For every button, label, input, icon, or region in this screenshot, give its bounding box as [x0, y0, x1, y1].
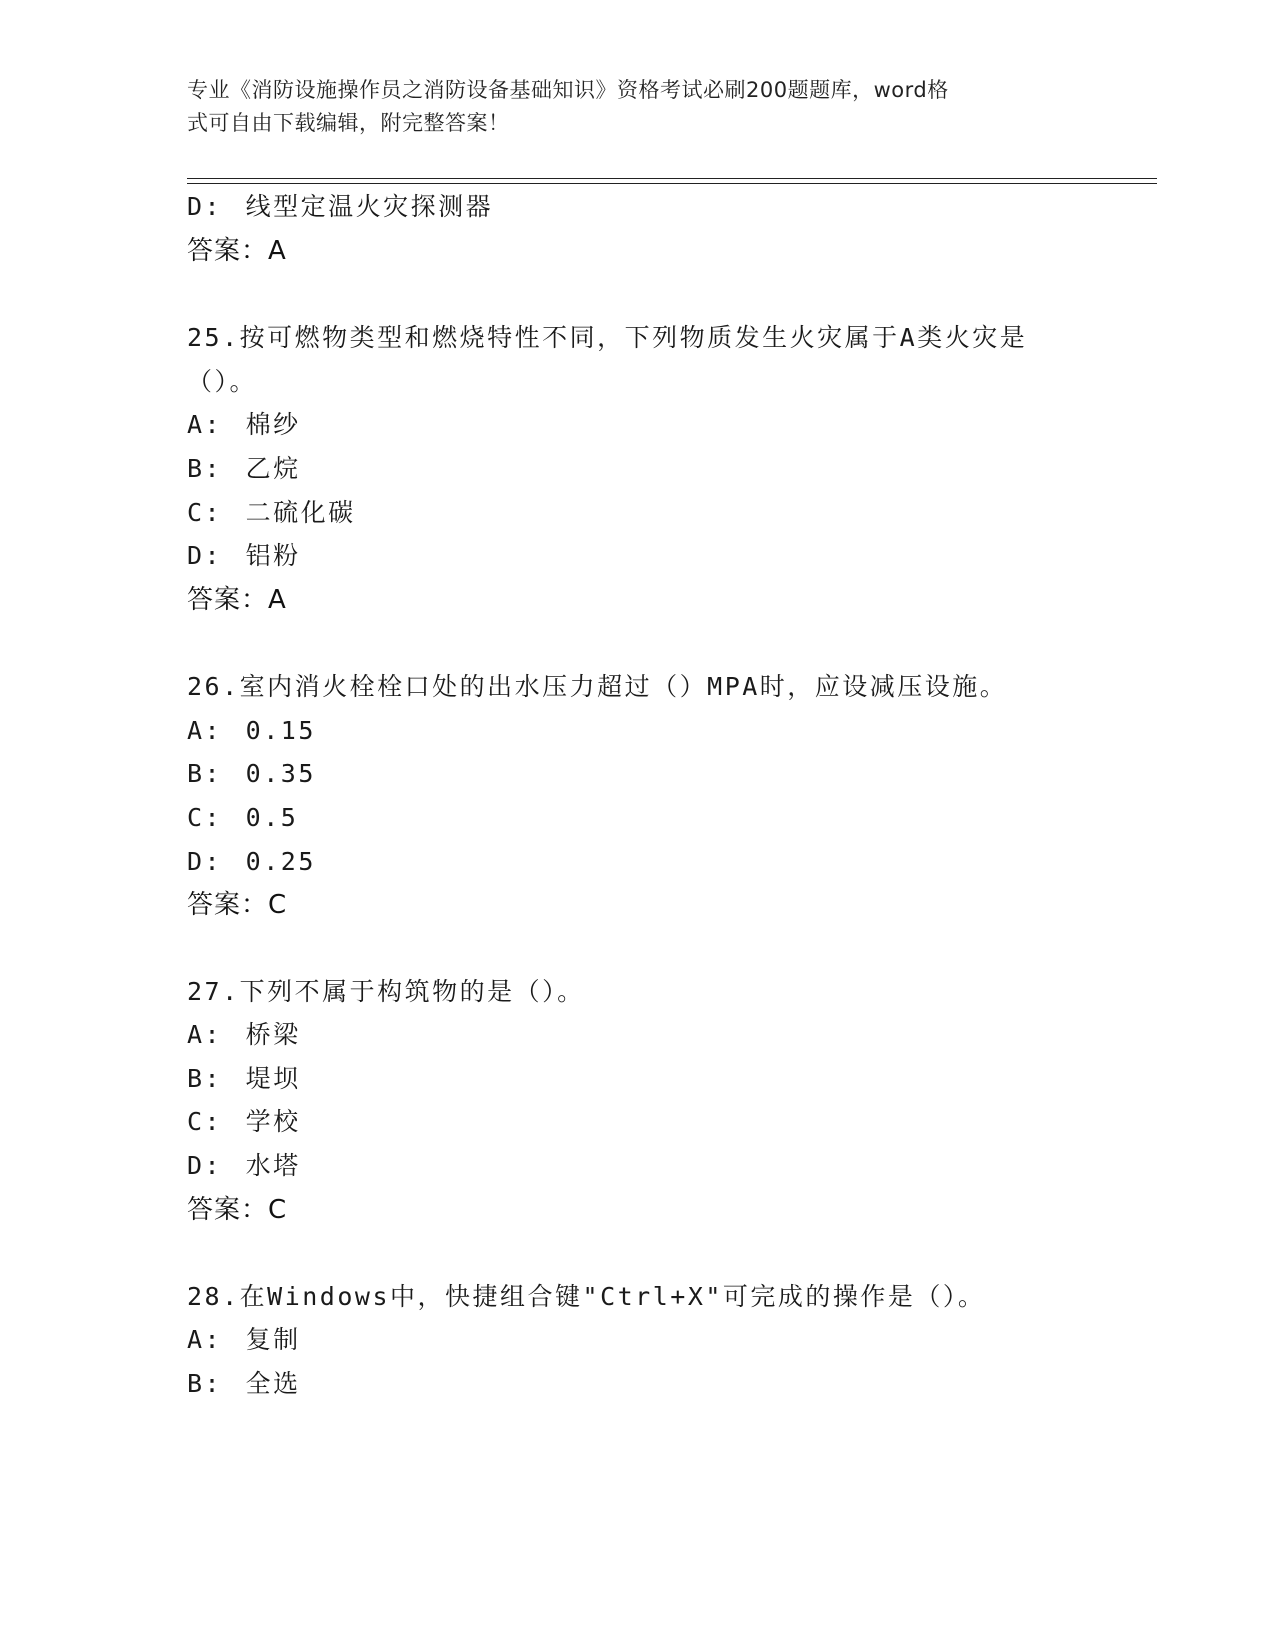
- answer-line: 答案：C: [187, 1195, 288, 1225]
- option-label: A:: [187, 410, 223, 439]
- option-a: [187, 409, 301, 441]
- option-b: [187, 1368, 301, 1400]
- option-c: [187, 1106, 301, 1138]
- option-c: [187, 802, 298, 834]
- option-c: [187, 497, 356, 529]
- option-label: D:: [187, 541, 223, 570]
- header-line-2: 式可自由下载编辑，附完整答案！: [187, 111, 510, 135]
- question-stem: 25.按可燃物类型和燃烧特性不同，下列物质发生火灾属于A类火灾是: [187, 323, 1028, 352]
- option-label: D:: [187, 192, 223, 221]
- option-d: [187, 846, 316, 878]
- option-label: A:: [187, 1325, 223, 1354]
- option-text: 二硫化碳: [245, 498, 356, 527]
- question-stem: 27.下列不属于构筑物的是（）。: [187, 977, 585, 1006]
- option-label: B:: [187, 454, 223, 483]
- option-label: A:: [187, 716, 223, 745]
- option-label: B:: [187, 759, 223, 788]
- option-d: [187, 540, 301, 572]
- option-label: B:: [187, 1064, 223, 1093]
- answer-line: 答案：A: [187, 236, 287, 266]
- option-text: 0.25: [245, 847, 316, 876]
- option-label: A:: [187, 1020, 223, 1049]
- option-text: 水塔: [245, 1151, 301, 1180]
- option-label: B:: [187, 1369, 223, 1398]
- option-text: 全选: [245, 1369, 301, 1398]
- option-b: [187, 1063, 301, 1095]
- question-stem: 28.在Windows中，快捷组合键"Ctrl+X"可完成的操作是（）。: [187, 1282, 986, 1311]
- option-text: 0.35: [245, 759, 316, 788]
- option-text: 铝粉: [245, 541, 301, 570]
- option-text: 乙烷: [245, 454, 301, 483]
- option-a: [187, 1019, 301, 1051]
- option-d: [187, 1150, 301, 1182]
- option-text: 桥梁: [245, 1020, 301, 1049]
- option-a: [187, 1324, 301, 1356]
- option-label: D:: [187, 1151, 223, 1180]
- header-divider-bottom: [187, 183, 1157, 184]
- answer-line: 答案：A: [187, 585, 287, 615]
- option-text: 0.5: [245, 803, 299, 832]
- option-label: D:: [187, 847, 223, 876]
- option-text: 复制: [245, 1325, 301, 1354]
- option-a: [187, 715, 316, 747]
- option-text: 0.15: [245, 716, 316, 745]
- option-b: [187, 758, 316, 790]
- option-text: 堤坝: [245, 1064, 301, 1093]
- option-label: C:: [187, 1107, 223, 1136]
- answer-line: 答案：C: [187, 890, 288, 920]
- option-text: 棉纱: [245, 410, 301, 439]
- option-text: 学校: [245, 1107, 301, 1136]
- option-b: [187, 453, 301, 485]
- document-header: [187, 74, 1067, 140]
- header-line-1: 专业《消防设施操作员之消防设备基础知识》资格考试必刷200题题库，word格: [187, 78, 949, 102]
- option-label: C:: [187, 498, 223, 527]
- header-divider-top: [187, 178, 1157, 179]
- option-d: [187, 191, 493, 223]
- option-text: 线型定温火灾探测器: [245, 192, 494, 221]
- question-stem-continued: （）。: [187, 367, 258, 396]
- question-stem: 26.室内消火栓栓口处的出水压力超过（）MPA时，应设减压设施。: [187, 672, 1008, 701]
- option-label: C:: [187, 803, 223, 832]
